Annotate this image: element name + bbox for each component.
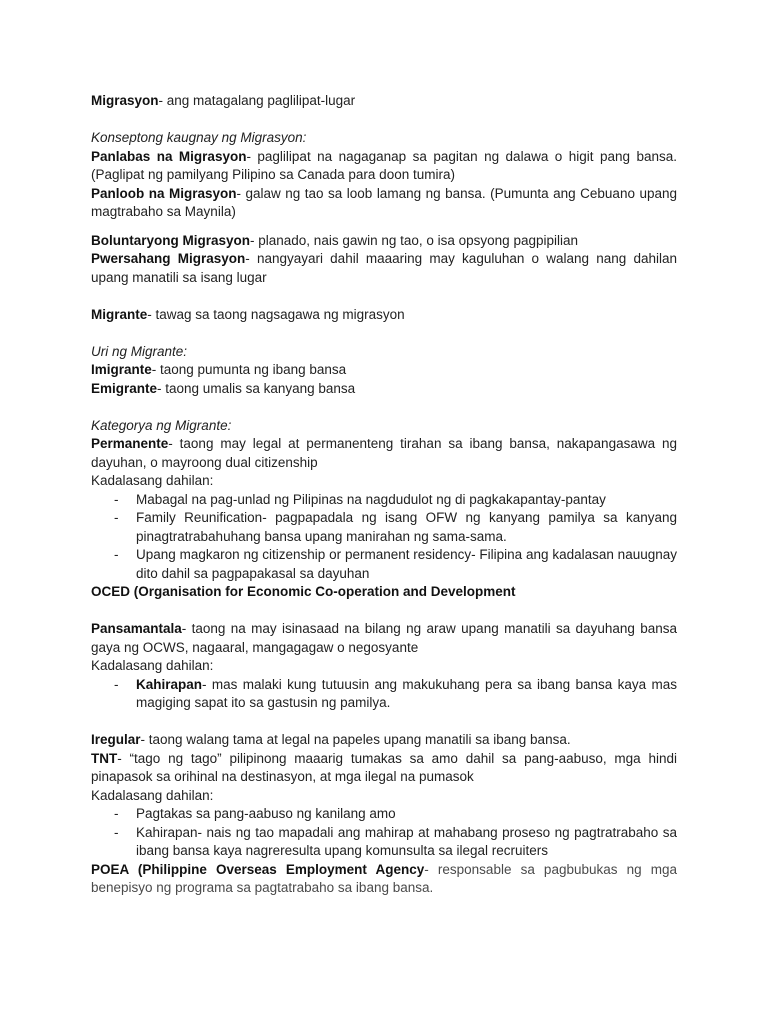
term-migrante: Migrante (91, 306, 148, 322)
oced-line: OCED (Organisation for Economic Co-operation and Development (91, 584, 516, 599)
term-panlabas: Panlabas na Migrasyon (91, 148, 247, 164)
kategorya-heading: Kategorya ng Migrante: (91, 417, 232, 433)
iregular-definition: Iregular- taong walang tama at legal na papeles upang manatili sa ibang bansa. (91, 732, 571, 747)
term-iregular: Iregular (91, 732, 141, 747)
migrasyon-definition: Migrasyon- ang matagalang paglilipat-lugar (91, 93, 356, 108)
term-poea: POEA (Philippine Overseas Employment Agency (91, 861, 425, 877)
boluntaryo-definition: Boluntaryong Migrasyon- planado, nais gawin ng tao, o isa opsyong pagpipilian (91, 232, 578, 248)
list-item: - Kahirapan- nais ng tao mapadali ang mahirap at mahabang proseso ng pagtratrabaho sa ibang bansa kaya nagreresulta upang komunsulta sa ilegal recruiters (91, 824, 677, 861)
panloob-definition: Panloob na Migrasyon- galaw ng tao sa loob lamang ng bansa. (Pumunta ang Cebuano upang magtrabaho sa Maynila) (91, 185, 677, 219)
panlabas-definition: Panlabas na Migrasyon- paglilipat na nagaganap sa pagitan ng dalawa o higit pang bansa. (Paglipat ng pamilyang Pilipino sa Canada para doon tumira) (91, 148, 677, 182)
list-item: - Mabagal na pag-unlad ng Pilipinas na nagdudulot ng di pagkakapantay-pantay (91, 491, 677, 510)
imigrante-definition: Imigrante- taong pumunta ng ibang bansa (91, 362, 347, 377)
list-item: - Family Reunification- pagpapadala ng isang OFW ng kanyang pamilya sa kanyang pinagtratrabahuhang bansa upang manirahan ng sama-sama. (91, 509, 677, 546)
term-imigrante: Imigrante (91, 362, 152, 377)
pansamantala-reasons-list (91, 676, 677, 713)
konsepto-heading: Konseptong kaugnay ng Migrasyon: (91, 130, 307, 145)
list-item: - Upang magkaron ng citizenship or permanent residency- Filipina ang kadalasan nauugnay dito dahil sa pagpapakasal sa dayuhan (91, 546, 677, 583)
migrante-definition: Migrante- tawag sa taong nagsagawa ng migrasyon (91, 306, 405, 322)
term-panloob: Panloob na Migrasyon (91, 185, 237, 201)
term-tnt: TNT (91, 750, 118, 766)
pansamantala-reasons-label: Kadalasang dahilan: (91, 658, 214, 673)
term-migrasyon: Migrasyon (91, 93, 159, 108)
permanente-reasons-label: Kadalasang dahilan: (91, 473, 214, 488)
list-item: - Kahirapan- mas malaki kung tutuusin ang makukuhang pera sa ibang bansa kaya mas magiging sapat ito sa gastusin ng pamilya. (91, 676, 677, 713)
emigrante-definition: Emigrante- taong umalis sa kanyang bansa (91, 380, 356, 396)
iregular-reasons-list (91, 805, 677, 861)
uri-heading: Uri ng Migrante: (91, 343, 188, 359)
term-permanente: Permanente (91, 436, 169, 451)
term-kahirapan: Kahirapan (136, 676, 203, 692)
permanente-definition: Permanente- taong may legal at permanenteng tirahan sa ibang bansa, nakapangasawa ng dayuhan, o mayroong dual citizenship (91, 436, 677, 470)
term-boluntaryo: Boluntaryong Migrasyon (91, 232, 251, 248)
term-pwersahan: Pwersahang Migrasyon (91, 251, 246, 266)
tnt-definition: TNT- “tago ng tago” pilipinong maaarig tumakas sa amo dahil sa pang-aabuso, mga hindi pinapasok sa orihinal na destinasyon, at mga ilegal na pumasok (91, 750, 677, 784)
iregular-reasons-label: Kadalasang dahilan: (91, 787, 214, 803)
poea-definition: POEA (Philippine Overseas Employment Agency- responsable sa pagbubukas ng mga benepisyo ng programa sa pagtatrabaho sa ibang bansa. (91, 861, 678, 895)
term-pansamantala: Pansamantala (91, 621, 182, 636)
pwersahan-definition: Pwersahang Migrasyon- nangyayari dahil maaaring may kaguluhan o walang nang dahilan upang manatili sa isang lugar (91, 251, 677, 285)
list-item: - Pagtakas sa pang-aabuso ng kanilang amo (91, 805, 677, 824)
term-emigrante: Emigrante (91, 380, 158, 396)
pansamantala-definition: Pansamantala- taong na may isinasaad na bilang ng araw upang manatili sa dayuhang bansa gaya ng OCWS, nagaaral, mangagagaw o negosyante (91, 621, 677, 655)
permanente-reasons-list (91, 491, 677, 584)
document-body (91, 92, 677, 898)
